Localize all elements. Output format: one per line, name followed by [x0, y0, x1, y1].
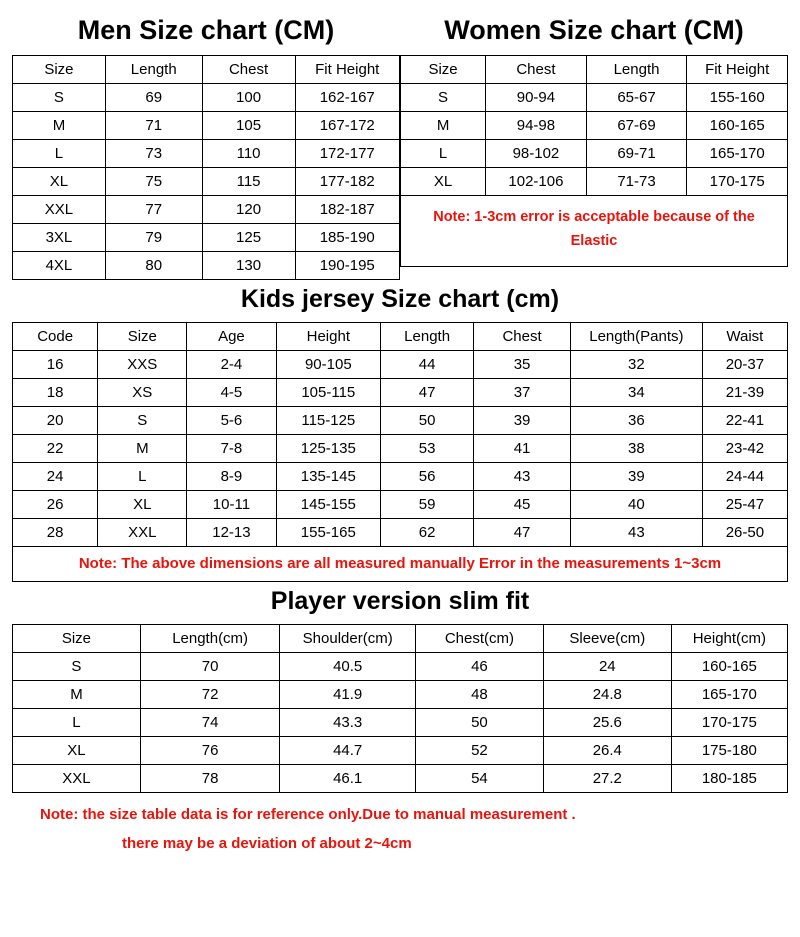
column-header: Fit Height	[295, 55, 400, 83]
table-cell: 44	[381, 351, 474, 379]
table-cell: 69-71	[586, 139, 687, 167]
table-cell: 125-135	[276, 435, 381, 463]
table-cell: 170-175	[687, 167, 788, 195]
table-cell: 36	[571, 407, 703, 435]
table-header-row	[401, 55, 788, 83]
table-cell: 155-160	[687, 83, 788, 111]
table-cell: 130	[202, 251, 295, 279]
women-note-container	[400, 196, 788, 267]
table-cell: 162-167	[295, 83, 400, 111]
table-cell: 50	[381, 407, 474, 435]
table-row	[13, 709, 788, 737]
table-cell: 90-94	[486, 83, 587, 111]
table-cell: 98-102	[486, 139, 587, 167]
table-cell: 48	[416, 681, 544, 709]
table-cell: 76	[140, 737, 280, 765]
table-cell: 20-37	[702, 351, 787, 379]
table-cell: 74	[140, 709, 280, 737]
table-cell: 59	[381, 491, 474, 519]
men-chart-title: Men Size chart (CM)	[77, 15, 335, 45]
table-cell: L	[98, 463, 187, 491]
table-cell: 165-170	[671, 681, 787, 709]
table-cell: M	[98, 435, 187, 463]
table-cell: 77	[105, 195, 202, 223]
table-cell: 2-4	[187, 351, 276, 379]
table-cell: 94-98	[486, 111, 587, 139]
table-cell: S	[13, 653, 141, 681]
table-cell: XL	[401, 167, 486, 195]
table-cell: 62	[381, 519, 474, 547]
table-row	[13, 379, 788, 407]
table-row	[13, 251, 400, 279]
women-elastic-note: Note: 1-3cm error is acceptable because of the Elastic	[433, 208, 755, 249]
table-cell: 71-73	[586, 167, 687, 195]
table-cell: 50	[416, 709, 544, 737]
table-cell: 160-165	[671, 653, 787, 681]
column-header: Size	[401, 55, 486, 83]
table-cell: 71	[105, 111, 202, 139]
footer-note-line-1: Note: the size table data is for reference only.Due to manual measurement .	[40, 806, 576, 824]
table-cell: 79	[105, 223, 202, 251]
table-cell: 37	[474, 379, 571, 407]
table-cell: 40.5	[280, 653, 416, 681]
women-size-chart-section	[400, 10, 788, 280]
table-cell: 47	[474, 519, 571, 547]
footer-note-line-2: there may be a deviation of about 2~4cm	[122, 834, 412, 852]
men-size-table	[12, 55, 400, 280]
table-cell: 25-47	[702, 491, 787, 519]
table-cell: 10-11	[187, 491, 276, 519]
table-cell: 56	[381, 463, 474, 491]
table-cell: 45	[474, 491, 571, 519]
table-row	[13, 435, 788, 463]
column-header: Sleeve(cm)	[543, 625, 671, 653]
table-cell: 190-195	[295, 251, 400, 279]
table-cell: 39	[571, 463, 703, 491]
table-cell: 46	[416, 653, 544, 681]
table-cell: 125	[202, 223, 295, 251]
table-row	[13, 765, 788, 793]
column-header: Waist	[702, 323, 787, 351]
table-cell: 18	[13, 379, 98, 407]
men-size-chart-section	[12, 10, 400, 280]
table-cell: 135-145	[276, 463, 381, 491]
table-cell: XXL	[98, 519, 187, 547]
column-header: Size	[13, 625, 141, 653]
table-cell: 155-165	[276, 519, 381, 547]
women-size-table	[400, 55, 788, 196]
table-cell: L	[13, 139, 106, 167]
table-cell: 65-67	[586, 83, 687, 111]
table-cell: 145-155	[276, 491, 381, 519]
table-cell: 20	[13, 407, 98, 435]
table-row	[13, 351, 788, 379]
table-row	[13, 167, 400, 195]
table-cell: 175-180	[671, 737, 787, 765]
table-row	[13, 111, 400, 139]
table-row	[13, 681, 788, 709]
table-cell: 28	[13, 519, 98, 547]
column-header: Chest	[486, 55, 587, 83]
table-cell: 52	[416, 737, 544, 765]
top-charts-row	[12, 10, 788, 280]
table-cell: 43	[571, 519, 703, 547]
column-header: Length(Pants)	[571, 323, 703, 351]
column-header: Size	[98, 323, 187, 351]
column-header: Chest(cm)	[416, 625, 544, 653]
table-row	[401, 139, 788, 167]
table-cell: 32	[571, 351, 703, 379]
table-cell: M	[13, 111, 106, 139]
table-cell: 25.6	[543, 709, 671, 737]
table-cell: 24	[543, 653, 671, 681]
table-cell: 34	[571, 379, 703, 407]
table-cell: 72	[140, 681, 280, 709]
table-cell: 27.2	[543, 765, 671, 793]
table-cell: S	[401, 83, 486, 111]
column-header: Height	[276, 323, 381, 351]
table-row	[401, 167, 788, 195]
table-cell: XL	[98, 491, 187, 519]
table-row	[13, 223, 400, 251]
table-cell: 5-6	[187, 407, 276, 435]
table-cell: 22	[13, 435, 98, 463]
table-cell: 53	[381, 435, 474, 463]
table-cell: 105-115	[276, 379, 381, 407]
table-header-row	[13, 323, 788, 351]
table-cell: 21-39	[702, 379, 787, 407]
kids-chart-title: Kids jersey Size chart (cm)	[240, 284, 560, 313]
table-cell: XL	[13, 167, 106, 195]
table-cell: 4-5	[187, 379, 276, 407]
table-cell: 172-177	[295, 139, 400, 167]
table-cell: 47	[381, 379, 474, 407]
table-cell: M	[13, 681, 141, 709]
table-row	[401, 111, 788, 139]
table-cell: 182-187	[295, 195, 400, 223]
table-cell: 78	[140, 765, 280, 793]
table-row	[13, 653, 788, 681]
table-cell: 69	[105, 83, 202, 111]
table-cell: 41.9	[280, 681, 416, 709]
table-cell: S	[13, 83, 106, 111]
column-header: Fit Height	[687, 55, 788, 83]
table-cell: M	[401, 111, 486, 139]
table-cell: 165-170	[687, 139, 788, 167]
table-cell: 100	[202, 83, 295, 111]
table-cell: 110	[202, 139, 295, 167]
column-header: Age	[187, 323, 276, 351]
table-cell: XXL	[13, 765, 141, 793]
kids-measurement-note: Note: The above dimensions are all measured manually Error in the measurements 1~3cm	[12, 547, 788, 582]
table-cell: 40	[571, 491, 703, 519]
table-cell: 170-175	[671, 709, 787, 737]
column-header: Chest	[474, 323, 571, 351]
women-chart-title: Women Size chart (CM)	[444, 15, 744, 45]
table-cell: 22-41	[702, 407, 787, 435]
table-cell: 26.4	[543, 737, 671, 765]
table-cell: 26	[13, 491, 98, 519]
table-cell: 67-69	[586, 111, 687, 139]
table-cell: 38	[571, 435, 703, 463]
table-cell: 16	[13, 351, 98, 379]
table-row	[13, 139, 400, 167]
table-cell: 115	[202, 167, 295, 195]
table-cell: 167-172	[295, 111, 400, 139]
kids-size-table	[12, 322, 788, 547]
table-cell: 105	[202, 111, 295, 139]
table-cell: 7-8	[187, 435, 276, 463]
table-cell: S	[98, 407, 187, 435]
kids-size-chart-section	[12, 280, 788, 582]
table-cell: 160-165	[687, 111, 788, 139]
table-row	[13, 519, 788, 547]
table-row	[13, 737, 788, 765]
table-cell: 70	[140, 653, 280, 681]
column-header: Height(cm)	[671, 625, 787, 653]
table-cell: 41	[474, 435, 571, 463]
table-cell: XXL	[13, 195, 106, 223]
player-version-section	[12, 582, 788, 794]
table-cell: 26-50	[702, 519, 787, 547]
table-cell: 3XL	[13, 223, 106, 251]
player-chart-title: Player version slim fit	[270, 586, 530, 615]
table-row	[401, 83, 788, 111]
table-row	[13, 83, 400, 111]
table-row	[13, 463, 788, 491]
table-cell: 75	[105, 167, 202, 195]
table-cell: XXS	[98, 351, 187, 379]
table-cell: L	[13, 709, 141, 737]
table-cell: 90-105	[276, 351, 381, 379]
column-header: Chest	[202, 55, 295, 83]
table-cell: 115-125	[276, 407, 381, 435]
table-cell: 24.8	[543, 681, 671, 709]
table-cell: 73	[105, 139, 202, 167]
column-header: Length(cm)	[140, 625, 280, 653]
table-cell: 80	[105, 251, 202, 279]
footer-note	[12, 793, 788, 862]
column-header: Shoulder(cm)	[280, 625, 416, 653]
column-header: Length	[586, 55, 687, 83]
table-cell: 180-185	[671, 765, 787, 793]
table-row	[13, 407, 788, 435]
column-header: Length	[381, 323, 474, 351]
table-header-row	[13, 55, 400, 83]
table-cell: 12-13	[187, 519, 276, 547]
table-cell: 8-9	[187, 463, 276, 491]
table-cell: 43.3	[280, 709, 416, 737]
table-cell: 44.7	[280, 737, 416, 765]
table-cell: XS	[98, 379, 187, 407]
table-header-row	[13, 625, 788, 653]
table-cell: 35	[474, 351, 571, 379]
table-cell: XL	[13, 737, 141, 765]
table-cell: 23-42	[702, 435, 787, 463]
table-cell: 4XL	[13, 251, 106, 279]
table-row	[13, 195, 400, 223]
column-header: Size	[13, 55, 106, 83]
table-cell: 185-190	[295, 223, 400, 251]
table-cell: 120	[202, 195, 295, 223]
table-cell: 54	[416, 765, 544, 793]
table-cell: 39	[474, 407, 571, 435]
table-cell: 177-182	[295, 167, 400, 195]
column-header: Length	[105, 55, 202, 83]
table-cell: 43	[474, 463, 571, 491]
table-cell: L	[401, 139, 486, 167]
table-cell: 24-44	[702, 463, 787, 491]
table-cell: 24	[13, 463, 98, 491]
table-row	[13, 491, 788, 519]
table-cell: 102-106	[486, 167, 587, 195]
player-size-table	[12, 624, 788, 793]
column-header: Code	[13, 323, 98, 351]
table-cell: 46.1	[280, 765, 416, 793]
